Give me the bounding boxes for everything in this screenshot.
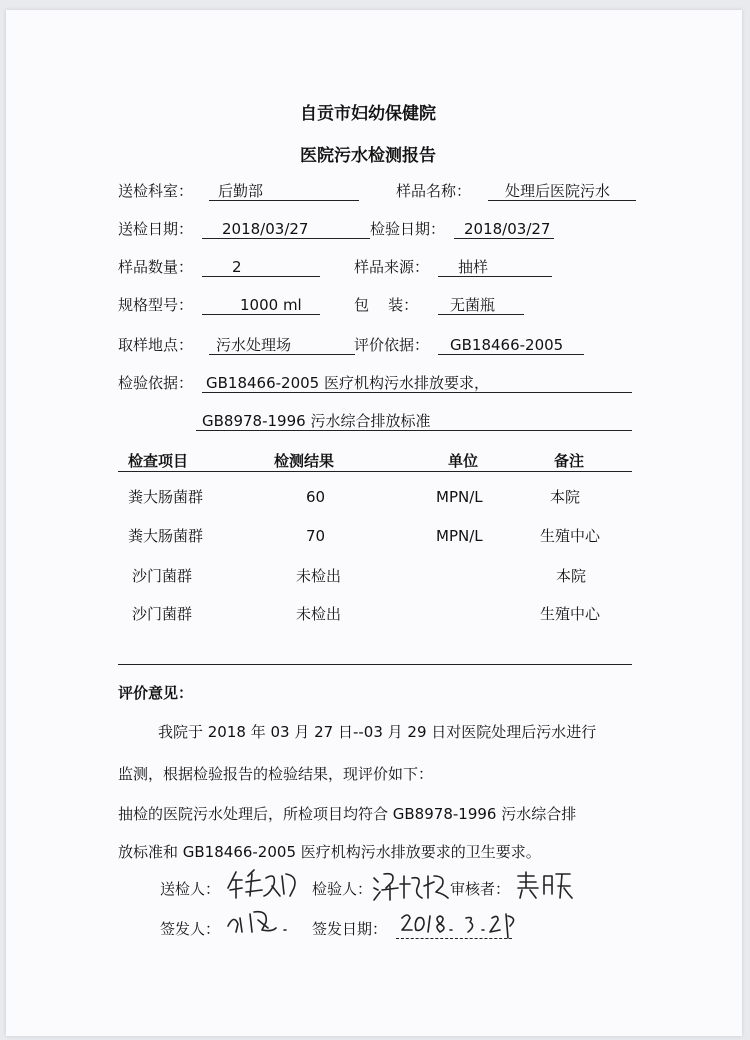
- table-cell-note: 本院: [550, 488, 581, 506]
- eval-basis-label: 评价依据：: [354, 336, 430, 354]
- evaluation-line: 监测，根据检验报告的检验结果，现评价如下：: [118, 765, 434, 783]
- quantity-label: 样品数量：: [118, 258, 194, 276]
- issue-date-handwritten: [398, 908, 524, 942]
- eval-basis-underline: [438, 354, 584, 355]
- table-cell-result: 未检出: [296, 605, 342, 623]
- location-underline: [209, 354, 355, 355]
- test-basis-underline2: [196, 430, 632, 431]
- submitter-label: 送检人：: [160, 880, 221, 898]
- spec-label: 规格型号：: [118, 296, 194, 314]
- table-cell-result: 未检出: [296, 567, 342, 585]
- test-basis-line1: GB18466-2005 医疗机构污水排放要求，: [206, 374, 489, 392]
- sample-name-value: 处理后医院污水: [505, 182, 611, 200]
- evaluation-heading: 评价意见：: [118, 684, 194, 702]
- submit-date-label: 送检日期：: [118, 220, 194, 238]
- table-cell-item: 粪大肠菌群: [128, 527, 204, 545]
- test-basis-label: 检验依据：: [118, 374, 194, 392]
- test-basis-line2: GB8978-1996 污水综合排放标准: [202, 412, 431, 430]
- table-header-item: 检查项目: [128, 452, 189, 470]
- quantity-value: 2: [232, 258, 242, 276]
- issue-date-label: 签发日期：: [312, 920, 388, 938]
- sample-name-label: 样品名称：: [396, 182, 472, 200]
- spec-value: 1000 ml: [240, 296, 302, 314]
- reviewer-signature: [512, 868, 574, 902]
- submit-date-underline: [202, 238, 370, 239]
- table-cell-result: 60: [306, 488, 326, 506]
- submitter-signature: [224, 866, 302, 902]
- table-cell-unit: MPN/L: [436, 488, 483, 506]
- table-header-rule: [118, 471, 632, 472]
- report-sheet: [6, 10, 742, 1036]
- test-basis-underline1: [202, 392, 632, 393]
- table-cell-note: 本院: [556, 567, 587, 585]
- table-cell-unit: MPN/L: [436, 527, 483, 545]
- package-label: 包 装：: [354, 296, 419, 314]
- evaluation-line: 我院于 2018 年 03 月 27 日--03 月 29 日对医院处理后污水进行: [158, 723, 597, 741]
- source-label: 样品来源：: [354, 258, 430, 276]
- table-cell-note: 生殖中心: [540, 527, 601, 545]
- table-cell-note: 生殖中心: [540, 605, 601, 623]
- quantity-underline: [202, 276, 320, 277]
- institution-name: 自贡市妇幼保健院: [300, 104, 436, 124]
- table-cell-item: 沙门菌群: [132, 567, 193, 585]
- dept-underline: [209, 200, 359, 201]
- eval-basis-value: GB18466-2005: [450, 336, 564, 354]
- report-title: 医院污水检测报告: [300, 146, 436, 166]
- table-cell-item: 粪大肠菌群: [128, 488, 204, 506]
- table-header-result: 检测结果: [274, 452, 335, 470]
- source-value: 抽样: [458, 258, 489, 276]
- reviewer-label: 审核者：: [450, 880, 511, 898]
- table-header-note: 备注: [554, 452, 585, 470]
- dept-label: 送检科室：: [118, 182, 194, 200]
- table-bottom-rule: [118, 664, 632, 665]
- source-underline: [438, 276, 552, 277]
- evaluation-line: 放标准和 GB18466-2005 医疗机构污水排放要求的卫生要求。: [118, 843, 541, 861]
- inspector-signature: [370, 868, 452, 904]
- test-date-underline: [454, 238, 554, 239]
- evaluation-line: 抽检的医院污水处理后，所检项目均符合 GB8978-1996 污水综合排: [118, 805, 577, 823]
- table-cell-result: 70: [306, 527, 326, 545]
- sample-name-underline: [488, 200, 636, 201]
- table-cell-item: 沙门菌群: [132, 605, 193, 623]
- table-header-unit: 单位: [448, 452, 479, 470]
- spec-underline: [202, 314, 320, 315]
- inspector-label: 检验人：: [312, 880, 373, 898]
- dept-value: 后勤部: [218, 182, 264, 200]
- issuer-label: 签发人：: [160, 920, 221, 938]
- package-underline: [438, 314, 524, 315]
- location-value: 污水处理场: [216, 336, 292, 354]
- issue-date-underline: [396, 938, 512, 939]
- test-date-value: 2018/03/27: [464, 220, 551, 238]
- test-date-label: 检验日期：: [370, 220, 446, 238]
- location-label: 取样地点：: [118, 336, 194, 354]
- issuer-signature: [224, 908, 296, 938]
- package-value: 无菌瓶: [450, 296, 496, 314]
- submit-date-value: 2018/03/27: [222, 220, 309, 238]
